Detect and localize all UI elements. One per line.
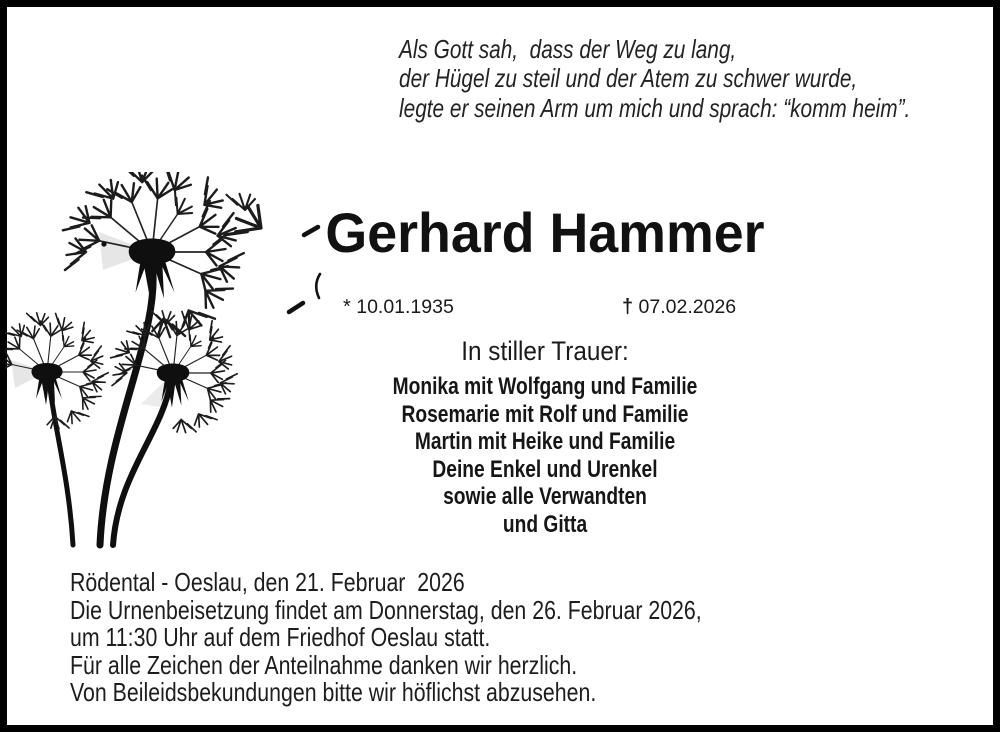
dandelion-illustration bbox=[5, 172, 330, 567]
details-line: Für alle Zeichen der Anteilnahme danken wir herzlich. bbox=[70, 649, 578, 680]
death-cross-icon: † bbox=[622, 296, 634, 318]
mourner-line: Deine Enkel und Urenkel bbox=[432, 455, 658, 483]
birth-star-icon: * bbox=[343, 296, 351, 318]
quote-line: Als Gott sah, dass der Weg zu lang, bbox=[399, 34, 737, 64]
mourner-line: Martin mit Heike und Familie bbox=[414, 428, 676, 456]
quote-line: der Hügel zu steil und der Atem zu schwer wurde, bbox=[399, 63, 858, 94]
mourning-intro: In stiller Trauer: bbox=[461, 336, 629, 366]
condolence-quote bbox=[399, 35, 910, 123]
funeral-details bbox=[70, 569, 702, 707]
birth-date-text: 10.01.1935 bbox=[356, 296, 454, 318]
birth-date bbox=[343, 296, 454, 319]
deceased-name: Gerhard Hammer bbox=[325, 201, 765, 264]
death-date bbox=[622, 296, 736, 319]
mourner-line: sowie alle Verwandten bbox=[443, 483, 647, 511]
mourner-line: und Gitta bbox=[502, 510, 588, 538]
details-line: Die Urnenbeisetzung findet am Donnerstag, den 26. Februar 2026, bbox=[70, 594, 702, 625]
details-line: Von Beileidsbekundungen bitte wir höflichst abzusehen. bbox=[70, 677, 597, 707]
life-dates bbox=[0, 296, 1000, 320]
quote-line: legte er seinen Arm um mich und sprach: “komm heim”. bbox=[399, 92, 911, 123]
mourners-list bbox=[345, 373, 745, 539]
death-date-text: 07.02.2026 bbox=[638, 296, 737, 318]
details-line: Rödental - Oeslau, den 21. Februar 2026 bbox=[70, 567, 465, 597]
mourner-line: Rosemarie mit Rolf und Familie bbox=[401, 400, 689, 428]
mourner-line: Monika mit Wolfgang und Familie bbox=[392, 373, 698, 400]
details-line: um 11:30 Uhr auf dem Friedhof Oeslau statt. bbox=[70, 622, 491, 652]
